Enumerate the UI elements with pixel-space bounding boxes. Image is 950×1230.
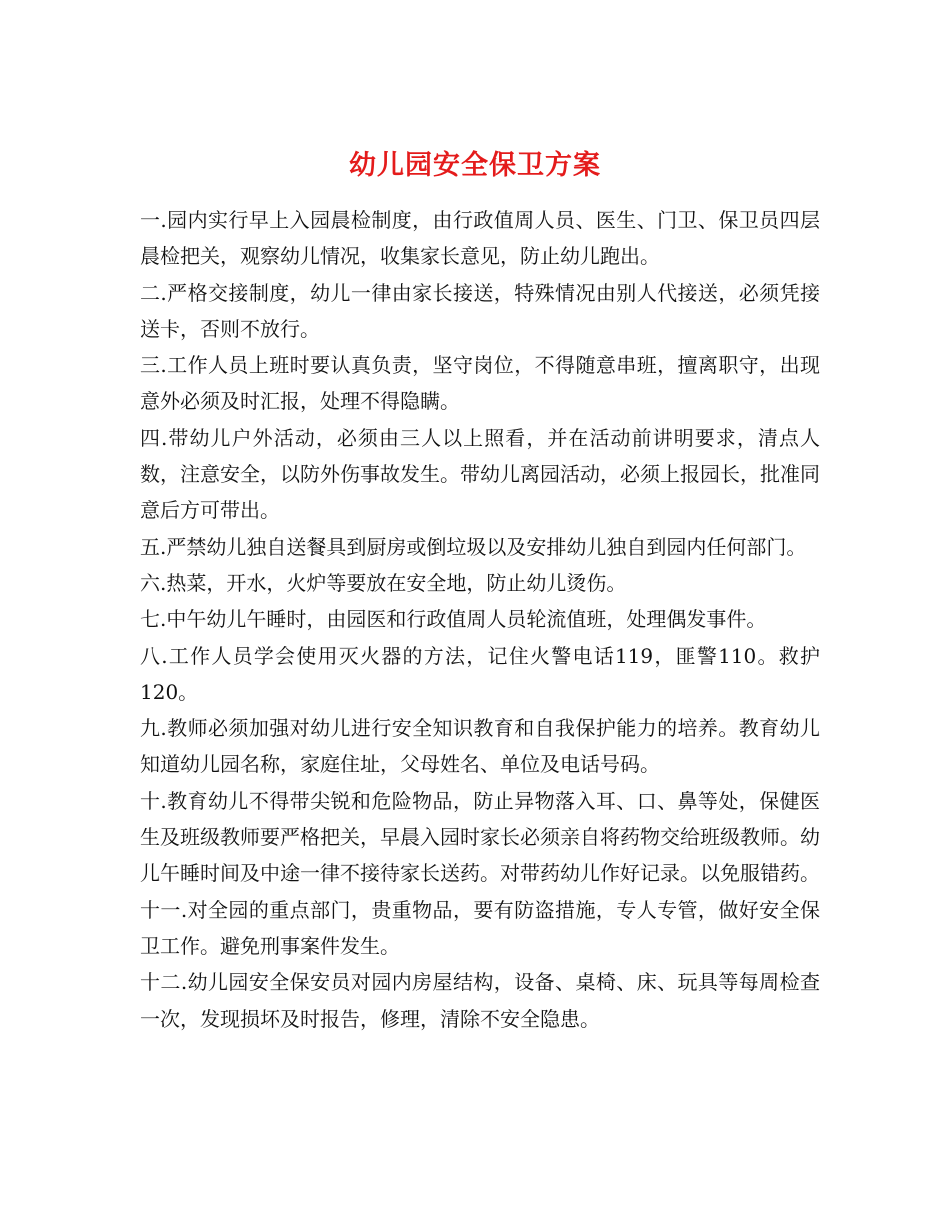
document-title: 幼儿园安全保卫方案 xyxy=(349,150,601,182)
list-item: 八.工作人员学会使用灭火器的方法，记住火警电话119，匪警110。救护120。 xyxy=(140,643,820,704)
list-item: 六.热菜，开水，火炉等要放在安全地，防止幼儿烫伤。 xyxy=(140,570,627,595)
list-item: 三.工作人员上班时要认真负责，坚守岗位，不得随意串班，擅离职守，出现意外必须及时汇报，处理不得隐瞒。 xyxy=(140,353,820,414)
list-item: 五.严禁幼儿独自送餐具到厨房或倒垃圾以及安排幼儿独自到园内任何部门。 xyxy=(140,534,807,559)
list-item: 四.带幼儿户外活动，必须由三人以上照看，并在活动前讲明要求，清点人数，注意安全，以防外伤事故发生。带幼儿离园活动，必须上报园长，批准同意后方可带出。 xyxy=(140,425,820,523)
list-item: 一.园内实行早上入园晨检制度，由行政值周人员、医生、门卫、保卫员四层晨检把关，观察幼儿情况，收集家长意见，防止幼儿跑出。 xyxy=(140,208,820,269)
document-body xyxy=(140,202,820,1037)
list-item: 十二.幼儿园安全保安员对园内房屋结构，设备、桌椅、床、玩具等每周检查一次，发现损坏及时报告，修理，清除不安全隐患。 xyxy=(140,970,820,1031)
list-item: 十一.对全园的重点部门，贵重物品，要有防盗措施，专人专管，做好安全保卫工作。避免刑事案件发生。 xyxy=(140,897,820,958)
list-item: 九.教师必须加强对幼儿进行安全知识教育和自我保护能力的培养。教育幼儿知道幼儿园名称，家庭住址，父母姓名、单位及电话号码。 xyxy=(140,716,820,777)
list-item: 二.严格交接制度，幼儿一律由家长接送，特殊情况由别人代接送，必须凭接送卡，否则不放行。 xyxy=(140,280,820,341)
list-item: 七.中午幼儿午睡时，由园医和行政值周人员轮流值班，处理偶发事件。 xyxy=(140,607,767,632)
list-item: 十.教育幼儿不得带尖锐和危险物品，防止异物落入耳、口、鼻等处，保健医生及班级教师要严格把关，早晨入园时家长必须亲自将药物交给班级教师。幼儿午睡时间及中途一律不接待家长送药。对带药幼儿作好记录。以免服错药。 xyxy=(140,788,820,886)
